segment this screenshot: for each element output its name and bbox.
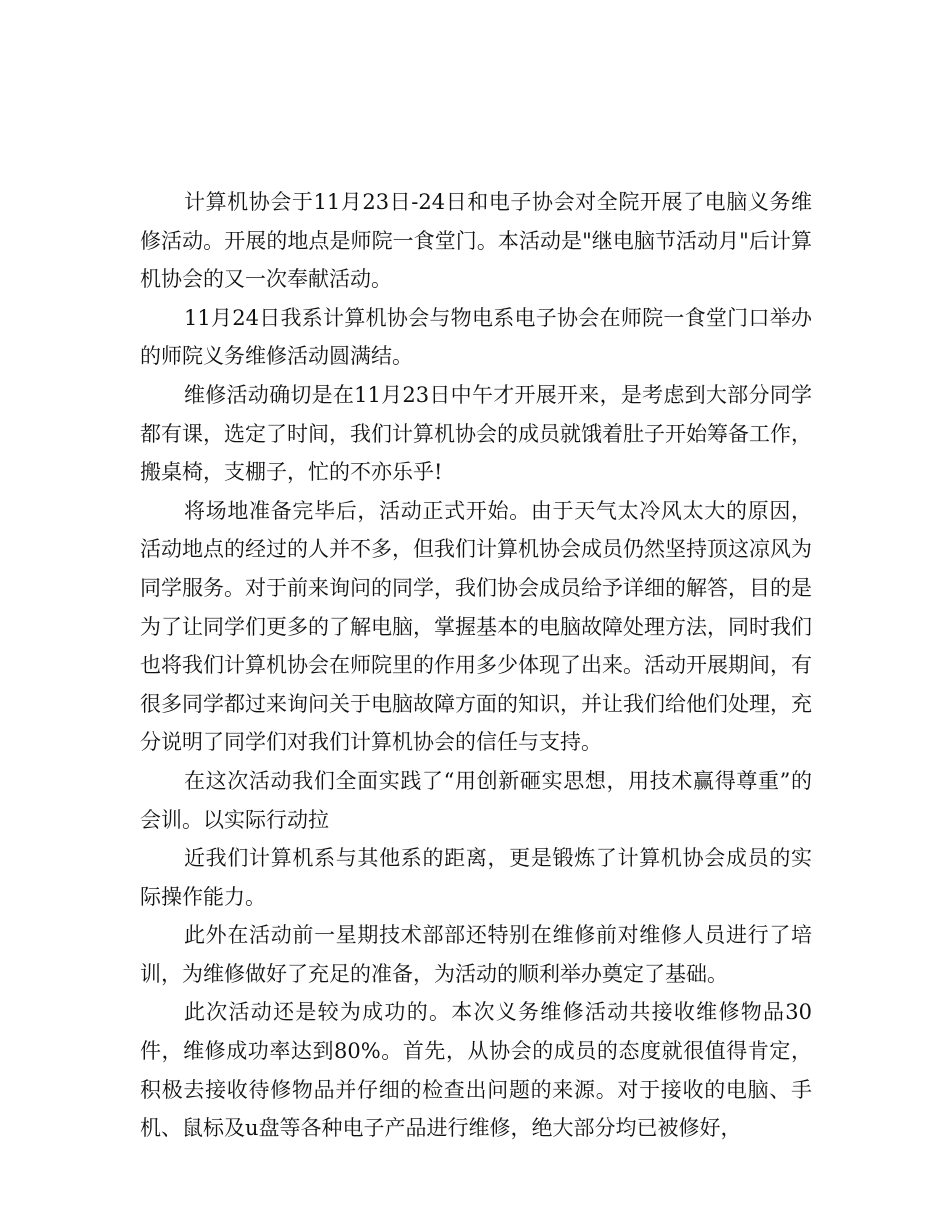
paragraph-8: 此次活动还是较为成功的。本次义务维修活动共接收维修物品30件，维修成功率达到80%。首先，从协会的成员的态度就很值得肯定，积极去接收待修物品并仔细的检查出问题的来源。对于接收的电脑、手机、鼠标及u盘等各种电子产品进行维修，绝大部分均已被修好， — [140, 1000, 812, 1141]
paragraph-5: 在这次活动我们全面实践了“用创新砸实思想，用技术赢得尊重”的会训。以实际行动拉 — [140, 768, 812, 832]
paragraph-6: 近我们计算机系与其他系的距离，更是锻炼了计算机协会成员的实际操作能力。 — [140, 846, 812, 909]
paragraph-2: 11月24日我系计算机协会与物电系电子协会在师院一食堂门口举办的师院义务维修活动圆满结。 — [140, 305, 812, 369]
document-body — [140, 183, 812, 1148]
paragraph-7: 此外在活动前一星期技术部部还特别在维修前对维修人员进行了培训，为维修做好了充足的准备，为活动的顺利举办奠定了基础。 — [140, 923, 812, 986]
paragraph-3: 维修活动确切是在11月23日中午才开展开来，是考虑到大部分同学都有课，选定了时间，我们计算机协会的成员就饿着肚子开始筹备工作，搬桌椅，支棚子，忙的不亦乐乎! — [140, 382, 812, 485]
paragraph-1: 计算机协会于11月23日-24日和电子协会对全院开展了电脑义务维修活动。开展的地点是师院一食堂门。本活动是"继电脑节活动月"后计算机协会的又一次奉献活动。 — [140, 190, 812, 292]
paragraph-4: 将场地准备完毕后，活动正式开始。由于天气太冷风太大的原因，活动地点的经过的人并不多，但我们计算机协会成员仍然坚持顶这凉风为同学服务。对于前来询问的同学，我们协会成员给予详细的解答，目的是为了让同学们更多的了解电脑，掌握基本的电脑故障处理方法，同时我们也将我们计算机协会在师院里的作用多少体现了出来。活动开展期间，有很多同学都过来询问关于电脑故障方面的知识，并让我们给他们处理，充分说明了同学们对我们计算机协会的信任与支持。 — [140, 498, 812, 755]
